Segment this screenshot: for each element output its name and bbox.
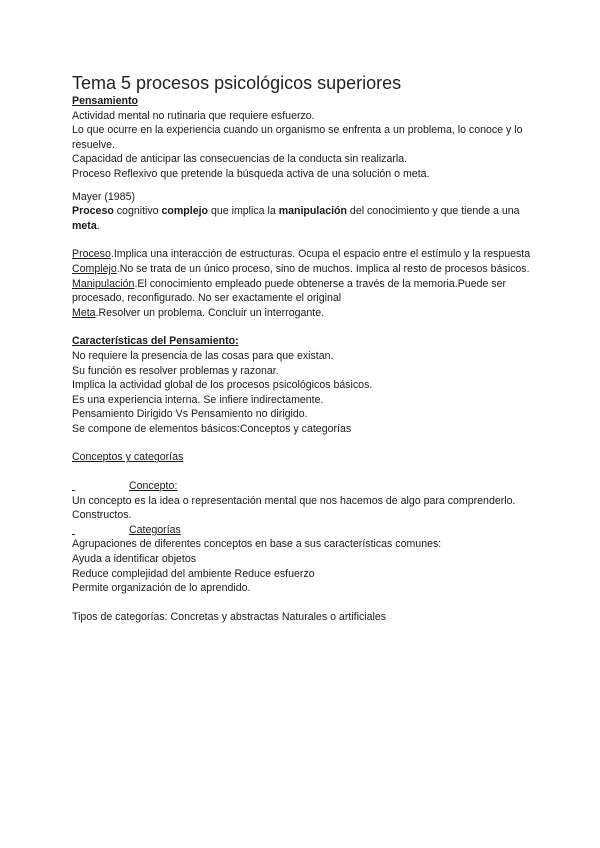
mayer-part: del conocimiento y que tiende a una <box>346 205 520 218</box>
definition-text: .Implica una interacción de estructuras. Ocupa el espacio entre el estímulo y la respuesta <box>110 248 531 261</box>
mayer-part: . <box>96 219 100 232</box>
section-heading-caracteristicas: Características del Pensamiento: <box>72 335 239 348</box>
definition-term: Manipulación <box>72 277 135 290</box>
mayer-part: meta <box>72 219 97 232</box>
underline-indent <box>72 523 129 538</box>
definition-text: .El conocimiento empleado puede obtenerse a través de la memoria.Puede ser procesado, reconfigurado. No ser exactamente el original <box>72 277 507 305</box>
section-heading-pensamiento: Pensamiento <box>72 95 138 107</box>
caracteristica-line: No requiere la presencia de las cosas para que existan. <box>72 349 334 362</box>
definition-meta <box>72 306 542 321</box>
mayer-part: manipulación <box>278 205 347 218</box>
document-content <box>72 72 542 624</box>
mayer-citation: Mayer (1985) <box>72 190 135 203</box>
mayer-part: que implica la <box>208 205 279 218</box>
definition-proceso <box>72 247 542 262</box>
categoria-line: Ayuda a identificar objetos <box>72 553 197 566</box>
caracteristica-line: Es una experiencia interna. Se infiere indirectamente. <box>72 393 324 406</box>
mayer-definition <box>72 204 542 233</box>
definition-text: .Resolver un problema. Concluir un interrogante. <box>95 306 325 319</box>
categorias-subheading <box>72 523 542 538</box>
categoria-line: Agrupaciones de diferentes conceptos en base a sus características comunes: <box>72 538 442 551</box>
pensamiento-line: Actividad mental no rutinaria que requiere esfuerzo. <box>72 109 315 122</box>
mayer-part: cognitivo <box>113 205 162 218</box>
caracteristica-line: Pensamiento Dirigido Vs Pensamiento no dirigido. <box>72 408 308 421</box>
definition-term: Complejo <box>72 262 117 275</box>
categorias-label: Categorías <box>129 523 181 536</box>
categoria-line: Permite organización de lo aprendido. <box>72 582 251 595</box>
definition-complejo <box>72 262 542 277</box>
definition-term: Proceso <box>72 248 111 261</box>
pensamiento-line: Proceso Reflexivo que pretende la búsqueda activa de una solución o meta. <box>72 167 430 180</box>
concepto-subheading <box>72 479 542 494</box>
caracteristica-line: Implica la actividad global de los procesos psicológicos básicos. <box>72 379 373 392</box>
mayer-part: Proceso <box>72 205 114 218</box>
tipos-categorias: Tipos de categorías: Concretas y abstractas Naturales o artificiales <box>72 610 387 623</box>
caracteristica-line: Se compone de elementos básicos:Conceptos y categorías <box>72 422 352 435</box>
concepto-line: Un concepto es la idea o representación mental que nos hacemos de algo para comprenderlo. Constructos. <box>72 494 516 522</box>
definition-term: Meta <box>72 306 96 319</box>
definition-manipulacion <box>72 277 542 306</box>
categoria-line: Reduce complejidad del ambiente Reduce esfuerzo <box>72 567 315 580</box>
page-title: Tema 5 procesos psicológicos superiores <box>72 73 402 93</box>
caracteristica-line: Su función es resolver problemas y razonar. <box>72 364 279 377</box>
definition-text: .No se trata de un único proceso, sino de muchos. Implica al resto de procesos básicos. <box>116 262 530 275</box>
mayer-part: complejo <box>161 205 209 218</box>
pensamiento-line: Capacidad de anticipar las consecuencias de la conducta sin realizarla. <box>72 153 408 166</box>
section-heading-conceptos: Conceptos y categorías <box>72 451 184 464</box>
underline-indent <box>72 479 129 494</box>
concepto-label: Concepto: <box>129 480 178 493</box>
pensamiento-line: Lo que ocurre en la experiencia cuando un organismo se enfrenta a un problema, lo conoce y lo resuelve. <box>72 124 523 151</box>
